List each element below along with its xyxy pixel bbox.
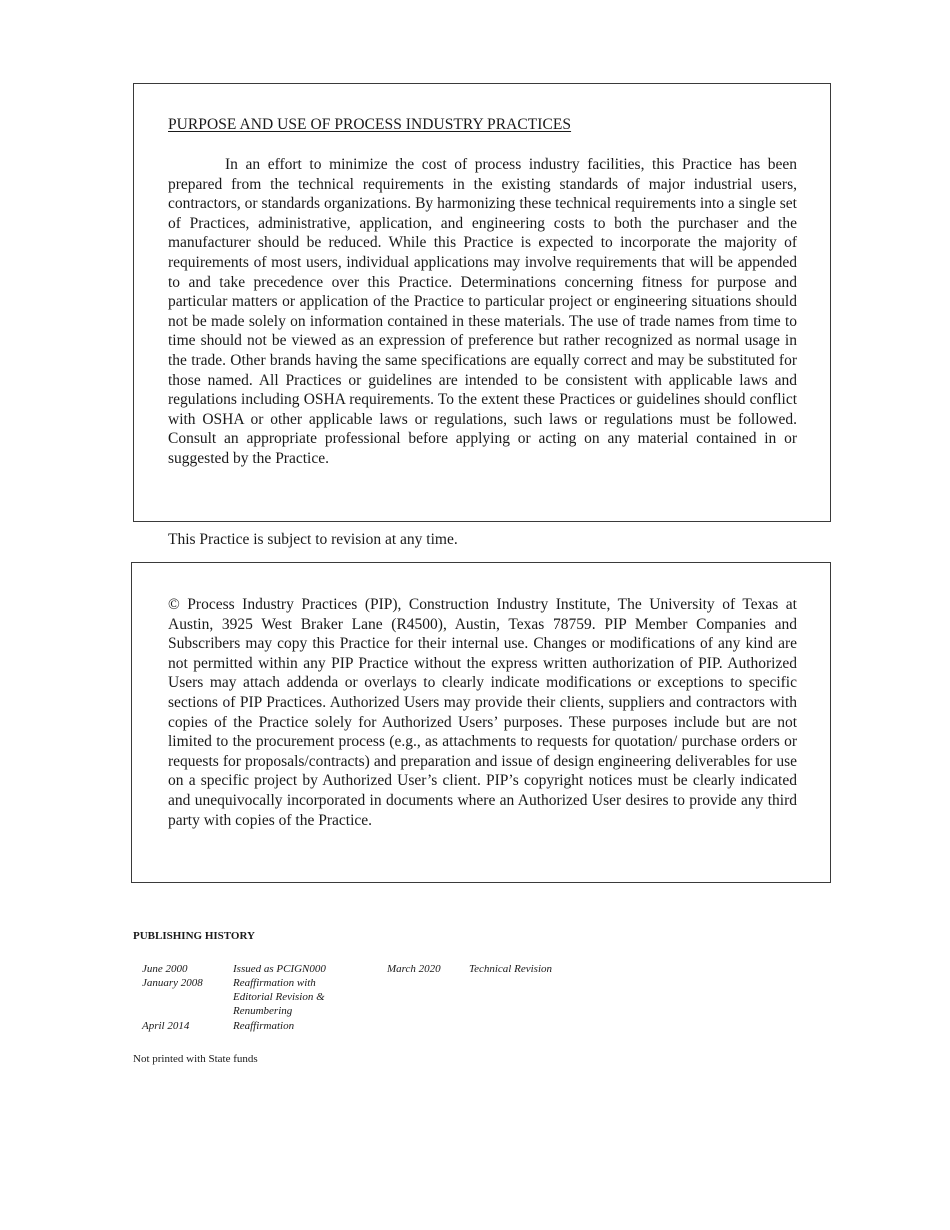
history-date: March 2020	[387, 963, 441, 975]
history-description: Renumbering	[233, 1005, 293, 1017]
revision-note: This Practice is subject to revision at any time.	[168, 531, 458, 548]
purpose-paragraph: In an effort to minimize the cost of process industry facilities, this Practice has been prepared from the technical requirements in the existing standards of major industrial users, contractors, or standards organizations. By harmonizing these technical requirements into a single set of Practices, administrative, application, and engineering costs to both the purchaser and the manufacturer should be reduced. While this Practice is expected to incorporate the majority of requirements of most users, individual applications may involve requirements that will be appended to and take precedence over this Practice. Determinations concerning fitness for purpose and particular matters or application of the Practice to particular project or engineering situations should not be made solely on information contained in these materials. The use of trade names from time to time should not be viewed as an expression of preference but rather recognized as normal usage in the trade. Other brands having the same specifications are equally correct and may be substituted for those named. All Practices or guidelines are intended to be consistent with applicable laws and regulations including OSHA requirements. To the extent these Practices or guidelines should conflict with OSHA or other applicable laws or regulations, such laws or regulations must be followed. Consult an appropriate professional before applying or acting on any material contained in or suggested by the Practice.	[168, 156, 797, 467]
copyright-paragraph: © Process Industry Practices (PIP), Construction Industry Institute, The University of Texas at Austin, 3925 West Braker Lane (R4500), Austin, Texas 78759. PIP Member Companies and Subscribers may copy this Practice for their internal use. Changes or modifications of any kind are not permitted within any PIP Practice without the express written authorization of PIP. Authorized Users may attach addenda or overlays to clearly indicate modifications or exceptions to specific sections of PIP Practices. Authorized Users may provide their clients, suppliers and contractors with copies of the Practice solely for Authorized Users’ purposes. These purposes include but are not limited to the procurement process (e.g., as attachments to requests for quotation/ purchase orders or requests for proposals/contracts) and preparation and issue of design engineering deliverables for use on a specific project by Authorized User’s client. PIP’s copyright notices must be clearly indicated and unequivocally incorporated in documents where an Authorized User desires to provide any third party with copies of the Practice.	[168, 596, 797, 829]
history-date: April 2014	[142, 1020, 190, 1032]
history-date: June 2000	[142, 963, 188, 975]
history-description: Technical Revision	[469, 963, 552, 975]
footer-note: Not printed with State funds	[133, 1053, 258, 1065]
history-description: Issued as PCIGN000	[233, 963, 326, 975]
purpose-heading: PURPOSE AND USE OF PROCESS INDUSTRY PRACTICES	[168, 116, 572, 133]
history-date: January 2008	[142, 977, 203, 989]
history-description: Reaffirmation	[233, 1020, 295, 1032]
history-description: Editorial Revision &	[233, 991, 325, 1003]
publishing-history-title: PUBLISHING HISTORY	[133, 930, 255, 942]
history-description: Reaffirmation with	[233, 977, 316, 989]
